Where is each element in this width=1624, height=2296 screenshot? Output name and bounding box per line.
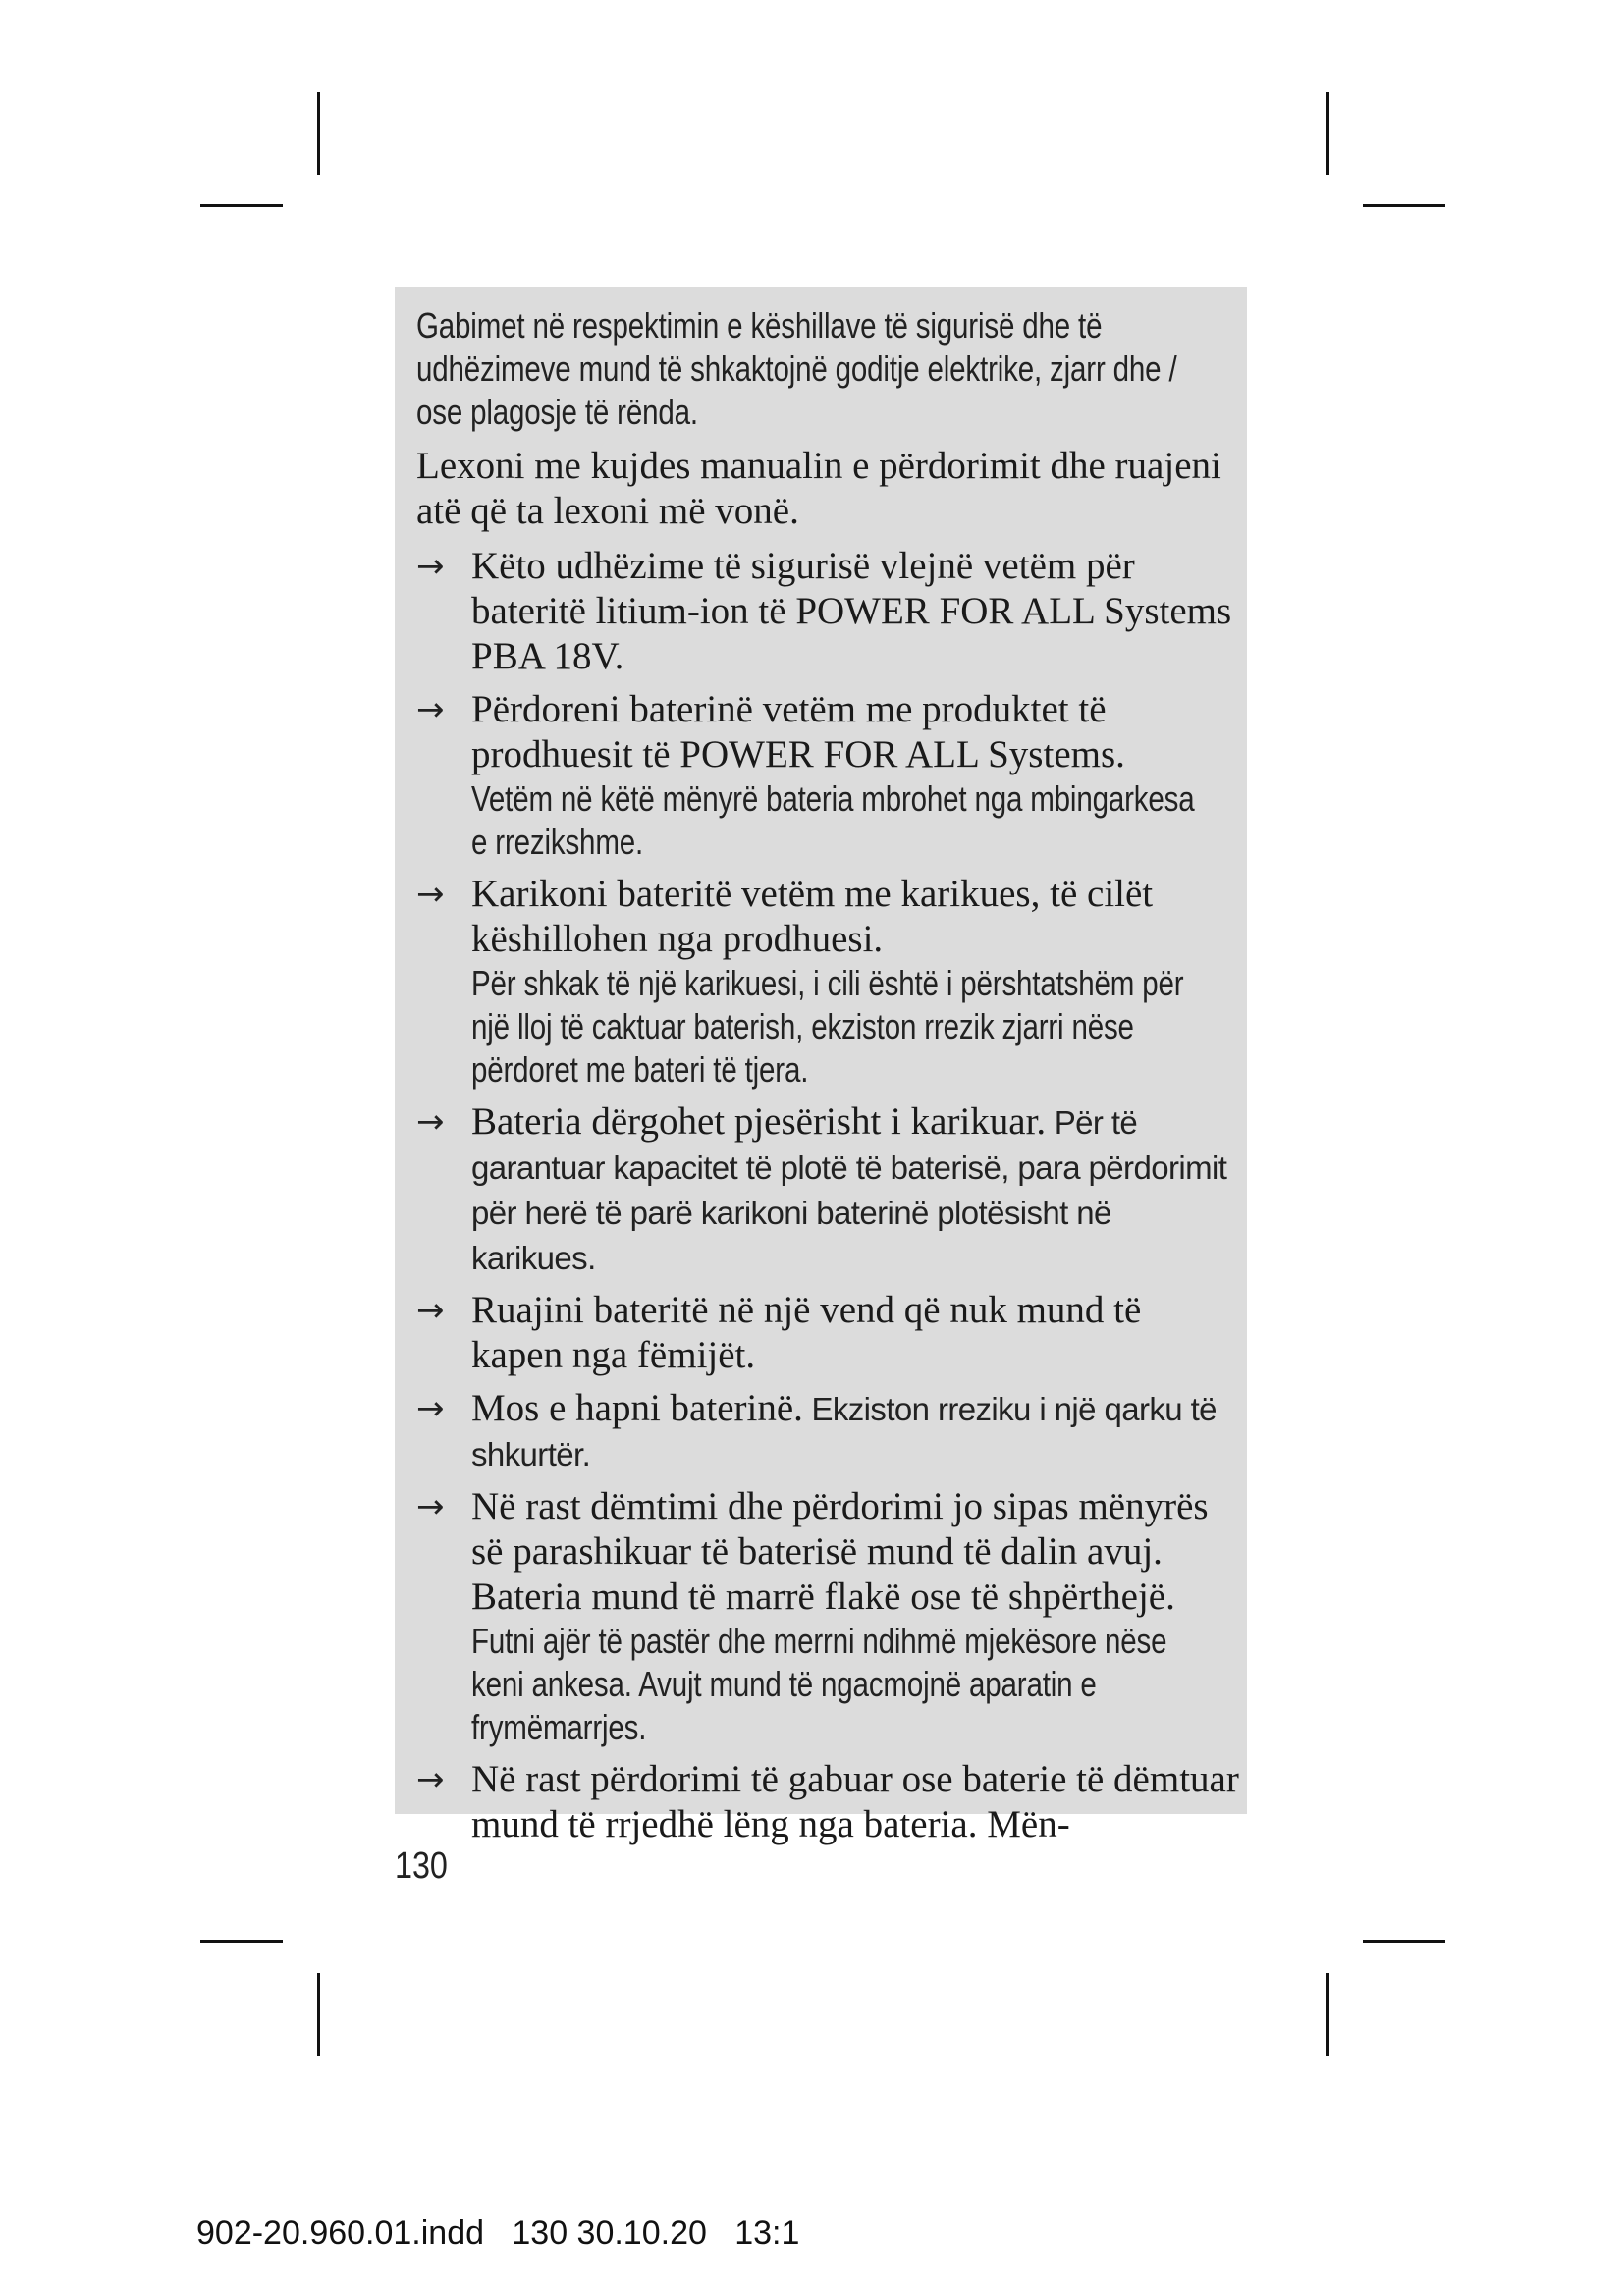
list-item-text: Përdoreni baterinë vetëm me produktet të prodhuesit të POWER FOR ALL Systems. (471, 688, 1125, 775)
list-item-text: Mos e hapni baterinë. (471, 1387, 803, 1429)
list-item (416, 872, 1241, 1092)
crop-mark (317, 1973, 320, 2056)
arrow-right-icon: → (416, 1102, 445, 1142)
list-item (416, 544, 1241, 679)
list-item-text: Bateria dërgohet pjesërisht i karikuar. (471, 1100, 1047, 1143)
list-item-note: Vetëm në këtë mënyrë bateria mbrohet nga mbingarkesa e rrezikshme. (471, 778, 1195, 862)
crop-mark (317, 92, 320, 175)
list-item-note: Futni ajër të pastër dhe merrni ndihmë mjekësore nëse keni ankesa. Avujt mund të ngacmojnë aparatin e frymëmarrjes. (471, 1621, 1167, 1747)
arrow-right-icon: → (416, 1389, 445, 1428)
warning-intro-block (416, 304, 1241, 434)
arrow-right-icon: → (416, 690, 445, 729)
arrow-right-icon: → (416, 547, 445, 586)
page-number: 130 (395, 1845, 448, 1887)
warning-intro-text: Gabimet në respektimin e këshillave të sigurisë dhe të udhëzimeve mund të shkaktojnë goditje elektrike, zjarr dhe / ose plagosje të rënda. (416, 305, 1177, 432)
list-item-text: Karikoni bateritë vetëm me karikues, të cilët këshillohen nga prodhuesi. (471, 873, 1154, 960)
list-item (416, 1484, 1241, 1749)
safety-warning-panel (395, 287, 1247, 1845)
arrow-right-icon: → (416, 1291, 445, 1330)
list-item (416, 1099, 1241, 1280)
list-item-text: Në rast dëmtimi dhe përdorimi jo sipas mënyrës së parashikuar të baterisë mund të dalin avuj. Bateria mund të marrë flakë ose të shpërthejë. (471, 1485, 1209, 1618)
print-slug-footer: 902-20.960.01.indd 130 30.10.20 13:1 (196, 2215, 800, 2252)
arrow-right-icon: → (416, 1487, 445, 1526)
arrow-right-icon: → (416, 875, 445, 914)
crop-mark (1326, 92, 1329, 175)
crop-mark (200, 204, 283, 207)
read-manual-text: Lexoni me kujdes manualin e përdorimit dhe ruajeni atë që ta lexoni më vonë. (416, 445, 1221, 532)
list-item-text: Në rast përdorimi të gabuar ose baterie të dëmtuar mund të rrjedhë lëng nga bateria. Mën- (471, 1758, 1239, 1845)
list-item-text-wrap (471, 1386, 1241, 1476)
list-item (416, 1288, 1241, 1378)
list-item-note: Për shkak të një karikuesi, i cili është i përshtatshëm për një lloj të caktuar baterish, ekziston rrezik zjarri nëse përdoret me bateri të tjera. (471, 963, 1184, 1090)
safety-instructions-list (416, 544, 1241, 1847)
crop-mark (1363, 204, 1445, 207)
list-item-note: Ekziston rreziku i një qarku të shkurtër. (471, 1391, 1217, 1472)
list-item (416, 1386, 1241, 1476)
arrow-right-icon: → (416, 1760, 445, 1799)
crop-mark (200, 1940, 283, 1943)
list-item-text-wrap (471, 1099, 1241, 1280)
list-item-text: Këto udhëzime të sigurisë vlejnë vetëm për bateritë litium-ion të POWER FOR ALL Systems PBA 18V. (471, 545, 1232, 677)
list-item (416, 687, 1241, 864)
list-item-text: Ruajini bateritë në një vend që nuk mund të kapen nga fëmijët. (471, 1289, 1142, 1376)
crop-mark (1326, 1973, 1329, 2056)
crop-mark (1363, 1940, 1445, 1943)
list-item-note: Për të garantuar kapacitet të plotë të baterisë, para përdorimit për herë të parë karikoni baterinë plotësisht në karikues. (471, 1104, 1227, 1276)
list-item (416, 1757, 1241, 1847)
